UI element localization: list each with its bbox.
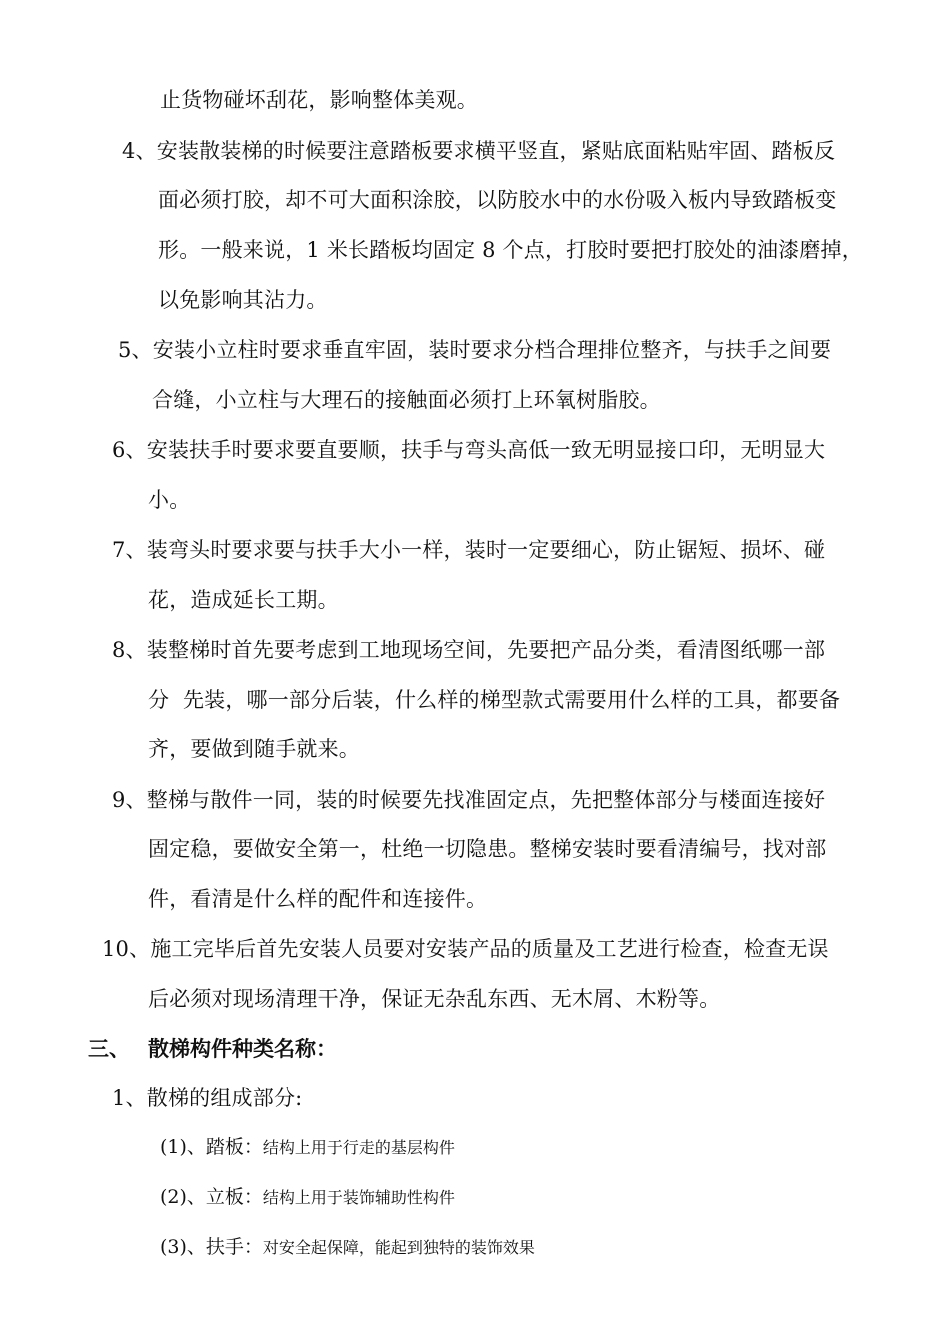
section-title: 散梯构件种类名称： bbox=[148, 1036, 337, 1061]
part-item-tread bbox=[160, 1134, 455, 1161]
item7-line1: 7、装弯头时要求要与扶手大小一样，装时一定要细心，防止锯短、损坏、碰 bbox=[112, 538, 826, 562]
item9-line2: 固定稳，要做安全第一，杜绝一切隐患。整梯安装时要看清编号，找对部 bbox=[148, 837, 827, 861]
item9-line3: 件，看清是什么样的配件和连接件。 bbox=[148, 887, 488, 911]
part-desc: 结构上用于装饰辅助性构件 bbox=[262, 1188, 455, 1207]
item10-line1: 10、施工完毕后首先安装人员要对安装产品的质量及工艺进行检查，检查无误 bbox=[102, 937, 829, 961]
item5-line2: 合缝，小立柱与大理石的接触面必须打上环氧树脂胶。 bbox=[152, 388, 661, 412]
item4-line4: 以免影响其沾力。 bbox=[158, 288, 328, 312]
item6-line1: 6、安装扶手时要求要直要顺，扶手与弯头高低一致无明显接口印，无明显大 bbox=[112, 438, 826, 462]
item10-line2: 后必须对现场清理干净，保证无杂乱东西、无木屑、木粉等。 bbox=[148, 987, 721, 1011]
part-label: (2)、立板： bbox=[160, 1186, 263, 1208]
part-label: (3)、扶手： bbox=[160, 1236, 263, 1258]
item4-line2: 面必须打胶，却不可大面积涂胶，以防胶水中的水份吸入板内导致踏板变 bbox=[158, 188, 837, 212]
subsection-heading-1: 1、散梯的组成部分: bbox=[112, 1086, 303, 1110]
item7-line2: 花，造成延长工期。 bbox=[148, 588, 339, 612]
item4-line1: 4、安装散装梯的时候要注意踏板要求横平竖直，紧贴底面粘贴牢固、踏板反 bbox=[122, 139, 836, 163]
part-label: (1)、踏板： bbox=[160, 1136, 263, 1158]
part-item-handrail bbox=[160, 1234, 535, 1261]
item3-tail: 止货物碰坏刮花，影响整体美观。 bbox=[160, 88, 478, 112]
item8-line3: 齐，要做到随手就来。 bbox=[148, 737, 360, 761]
item8-line1: 8、装整梯时首先要考虑到工地现场空间，先要把产品分类，看清图纸哪一部 bbox=[112, 638, 826, 662]
item9-line1: 9、整梯与散件一同，装的时候要先找准固定点，先把整体部分与楼面连接好 bbox=[112, 788, 826, 812]
item6-line2: 小。 bbox=[148, 488, 191, 512]
part-desc: 对安全起保障，能起到独特的装饰效果 bbox=[262, 1238, 535, 1257]
item4-line3: 形。一般来说，1 米长踏板均固定 8 个点，打胶时要把打胶处的油漆磨掉， bbox=[158, 238, 863, 262]
item8-line2: 分 先装，哪一部分后装，什么样的梯型款式需要用什么样的工具，都要备 bbox=[148, 688, 841, 712]
item5-line1: 5、安装小立柱时要求垂直牢固，装时要求分档合理排位整齐，与扶手之间要 bbox=[118, 338, 832, 362]
section-number: 三、 bbox=[88, 1036, 130, 1061]
part-desc: 结构上用于行走的基层构件 bbox=[262, 1138, 455, 1157]
part-item-riser bbox=[160, 1184, 455, 1211]
